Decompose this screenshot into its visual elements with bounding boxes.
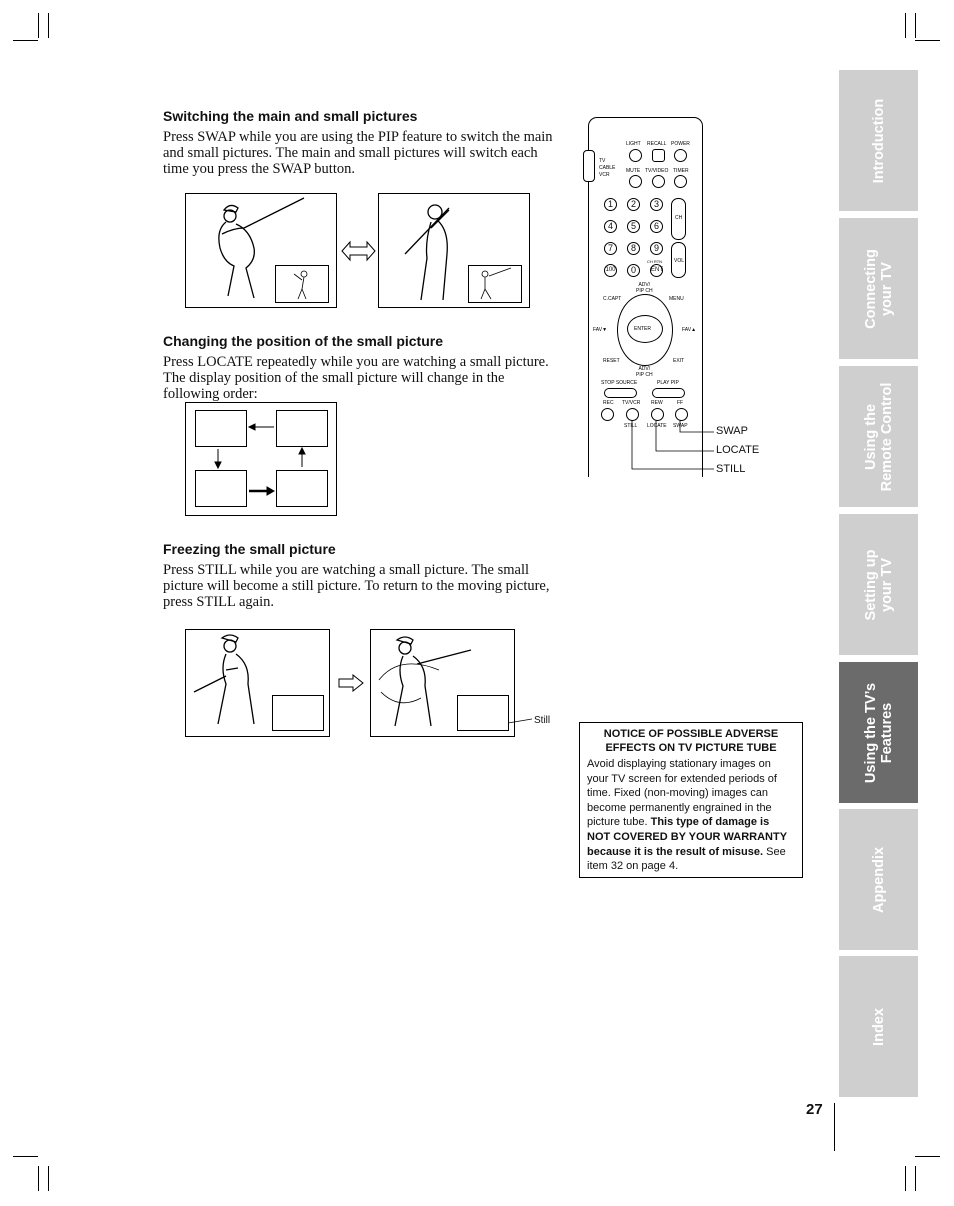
small-picture-batter	[468, 265, 522, 303]
tab-appendix-label: Appendix	[870, 846, 887, 913]
digit-2-button[interactable]: 2	[627, 198, 640, 211]
section-heading-freeze: Freezing the small picture	[163, 541, 336, 557]
page-number: 27	[806, 1101, 823, 1118]
notice-title	[587, 727, 795, 755]
tvvcr-label: TV/VCR	[622, 400, 641, 406]
digit-7-button[interactable]: 7	[604, 242, 617, 255]
notice-warning-bold: This type of damage is NOT COVERED BY YOUR WARRANTY because it is the result of misuse.	[587, 816, 787, 858]
tvvideo-label: TV/VIDEO	[645, 168, 669, 174]
stop-button[interactable]	[604, 388, 637, 398]
still-callout: STILL	[716, 463, 746, 475]
section-body-swap: Press SWAP while you are using the PIP feature to switch the main and small pictures. The main and small pictures will switch each time you press the SWAP button.	[163, 129, 553, 178]
digit-3-button[interactable]: 3	[650, 198, 663, 211]
reset-label: RESET	[603, 358, 620, 364]
locate-button-label: LOCATE	[647, 423, 667, 429]
mode-vcr-label: VCR	[599, 172, 610, 178]
mute-label: MUTE	[626, 168, 641, 174]
small-picture-moving	[272, 695, 324, 731]
tab-features[interactable]	[839, 662, 918, 803]
ccapt-label: C.CAPT	[603, 296, 622, 302]
section-heading-locate: Changing the position of the small picture	[163, 333, 444, 349]
play-pip-label: PLAY PIP	[657, 380, 679, 386]
ch-label: CH	[675, 215, 683, 221]
tvvideo-button[interactable]	[652, 175, 665, 188]
light-button[interactable]	[629, 149, 642, 162]
play-button[interactable]	[652, 388, 685, 398]
exit-label: EXIT	[673, 358, 685, 364]
still-button-label: STILL	[624, 423, 638, 429]
small-picture-still	[457, 695, 509, 731]
tab-setting-up-label: Setting up your TV	[862, 549, 895, 620]
main-picture-golfer	[378, 193, 530, 308]
tab-features-label: Using the TV’s Features	[862, 682, 895, 783]
still-label: Still	[534, 715, 551, 726]
notice-text: Avoid displaying stationary images on your TV screen for extended periods of time. Fixed (non-moving) images can become permanently engrained in the picture tube.	[587, 758, 777, 829]
locate-arrows	[186, 403, 335, 514]
main-picture-batter	[185, 193, 337, 308]
power-button[interactable]	[674, 149, 687, 162]
power-label: POWER	[671, 141, 690, 147]
tab-setting-up[interactable]	[839, 514, 918, 655]
enter-label: ENTER	[634, 326, 651, 332]
digit-4-button[interactable]: 4	[604, 220, 617, 233]
right-arrow-icon	[338, 674, 364, 692]
notice-box	[579, 722, 803, 878]
rew-label: REW	[651, 400, 663, 406]
mode-switch[interactable]	[583, 150, 595, 182]
timer-label: TIMER	[673, 168, 689, 174]
callout-leader-lines	[620, 405, 720, 475]
tab-index[interactable]	[839, 956, 918, 1097]
fav-up-label: FAV▲	[682, 327, 697, 333]
recall-label: RECALL	[647, 141, 667, 147]
recall-button[interactable]	[652, 149, 665, 162]
notice-title-line1: NOTICE OF POSSIBLE ADVERSE	[603, 728, 779, 740]
section-heading-swap: Switching the main and small pictures	[163, 108, 418, 124]
tab-introduction[interactable]	[839, 70, 918, 211]
digit-1-button[interactable]: 1	[604, 198, 617, 211]
digit-9-button[interactable]: 9	[650, 242, 663, 255]
ff-label: FF	[677, 400, 684, 406]
digit-8-button[interactable]: 8	[627, 242, 640, 255]
locate-order-diagram	[185, 402, 337, 516]
fav-down-label: FAV▼	[593, 327, 608, 333]
menu-label: MENU	[669, 296, 684, 302]
section-body-freeze: Press STILL while you are watching a small picture. The small picture will become a still picture. To return to the moving picture, press STILL again.	[163, 562, 550, 611]
digit-5-button[interactable]: 5	[627, 220, 640, 233]
chrtn-label: CH RTN	[647, 259, 663, 264]
tab-connecting[interactable]	[839, 218, 918, 359]
digit-100-button[interactable]: 100	[604, 264, 617, 277]
notice-title-line2: EFFECTS ON TV PICTURE TUBE	[605, 742, 777, 754]
picture-still	[370, 629, 515, 737]
vol-label: VOL	[674, 258, 685, 264]
locate-callout: LOCATE	[716, 444, 760, 456]
swap-button-label: SWAP	[673, 423, 688, 429]
stop-source-label: STOP SOURCE	[601, 380, 638, 386]
still-leader-line	[508, 718, 532, 728]
rec-label: REC	[603, 400, 614, 406]
tab-remote-control[interactable]	[839, 366, 918, 507]
tab-index-label: Index	[870, 1007, 887, 1046]
rec-button[interactable]	[601, 408, 614, 421]
digit-0-button[interactable]: 0	[627, 264, 640, 277]
tab-introduction-label: Introduction	[870, 98, 887, 183]
picture-moving	[185, 629, 330, 737]
tab-remote-control-label: Using the Remote Control	[862, 382, 895, 491]
swap-double-arrow-icon	[341, 240, 376, 262]
section-body-locate: Press LOCATE repeatedly while you are watching a small picture. The display position of the small picture will change in the following order:	[163, 354, 549, 403]
mode-tv-label: TV	[599, 158, 606, 164]
tab-appendix[interactable]	[839, 809, 918, 950]
mute-button[interactable]	[629, 175, 642, 188]
digit-6-button[interactable]: 6	[650, 220, 663, 233]
swap-callout: SWAP	[716, 425, 748, 437]
adv-top-label: ADV/ PIP CH	[636, 282, 653, 294]
adv-bottom-label: ADV/ PIP CH	[636, 366, 653, 378]
page-number-divider	[834, 1103, 835, 1151]
timer-button[interactable]	[674, 175, 687, 188]
mode-cable-label: CABLE	[599, 165, 616, 171]
tab-connecting-label: Connecting your TV	[862, 248, 895, 329]
notice-reference: See item 32 on page 4.	[587, 845, 786, 873]
small-picture-golfer	[275, 265, 329, 303]
light-label: LIGHT	[626, 141, 641, 147]
ent-button[interactable]: ENT	[650, 264, 663, 277]
